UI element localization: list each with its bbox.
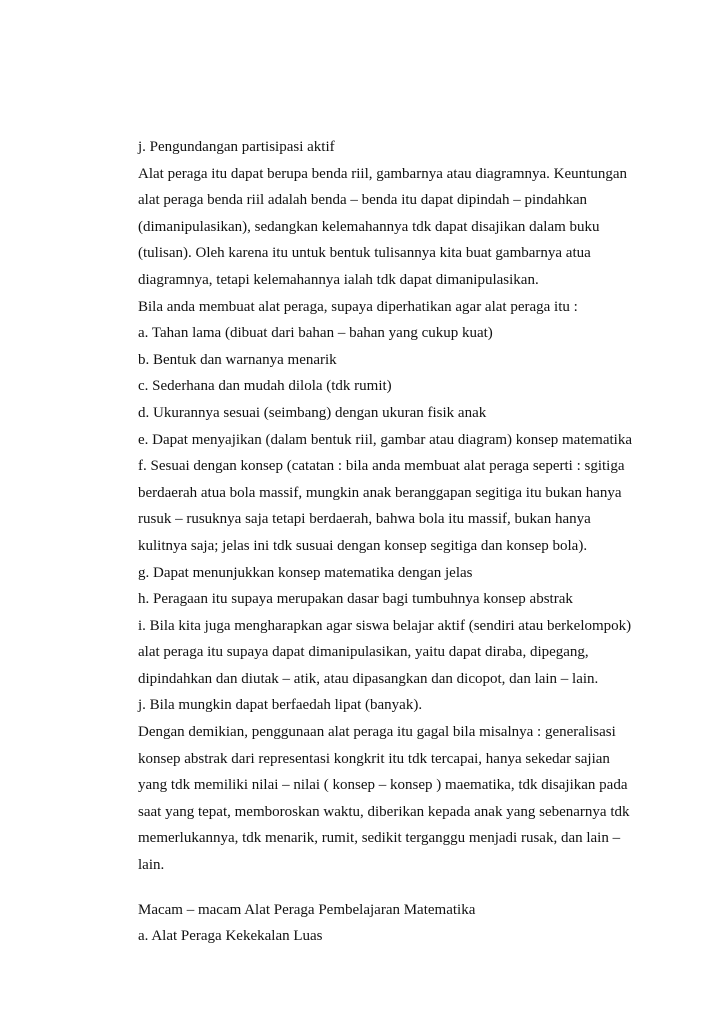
text-line: Dengan demikian, penggunaan alat peraga itu gagal bila misalnya : generalisasi	[138, 724, 616, 741]
list-item: d. Ukurannya sesuai (seimbang) dengan ukuran fisik anak	[138, 404, 487, 421]
text-line: konsep abstrak dari representasi kongkrit itu tdk tercapai, hanya sekedar sajian	[138, 750, 610, 767]
text-line: diagramnya, tetapi kelemahannya ialah tdk dapat dimanipulasikan.	[138, 271, 539, 288]
text-line: kulitnya saja; jelas ini tdk susuai dengan konsep segitiga dan konsep bola).	[138, 537, 588, 554]
section-heading: Macam – macam Alat Peraga Pembelajaran Matematika	[138, 901, 476, 918]
list-item: a. Tahan lama (dibuat dari bahan – bahan yang cukup kuat)	[138, 325, 493, 342]
text-line: dipindahkan dan diutak – atik, atau dipasangkan dan dicopot, dan lain – lain.	[138, 670, 599, 687]
text-line: lain.	[138, 857, 165, 874]
text-line: (tulisan). Oleh karena itu untuk bentuk tulisannya kita buat gambarnya atua	[138, 245, 591, 262]
list-item: c. Sederhana dan mudah dilola (tdk rumit)	[138, 378, 392, 395]
text-line: Bila anda membuat alat peraga, supaya diperhatikan agar alat peraga itu :	[138, 298, 578, 315]
subsection-heading: a. Alat Peraga Kekekalan Luas	[138, 928, 323, 945]
list-item: h. Peragaan itu supaya merupakan dasar bagi tumbuhnya konsep abstrak	[138, 591, 573, 608]
text-line: j. Pengundangan partisipasi aktif	[138, 139, 335, 155]
list-item: j. Bila mungkin dapat berfaedah lipat (banyak).	[138, 697, 423, 714]
text-line: (dimanipulasikan), sedangkan kelemahannya tdk dapat disajikan dalam buku	[138, 218, 600, 235]
paragraph-gap	[138, 884, 638, 902]
list-item: e. Dapat menyajikan (dalam bentuk riil, gambar atau diagram) konsep matematika	[138, 431, 632, 448]
text-line: saat yang tepat, memboroskan waktu, diberikan kepada anak yang sebenarnya tdk	[138, 803, 630, 820]
list-item: f. Sesuai dengan konsep (catatan : bila anda membuat alat peraga seperti : sgitiga	[138, 458, 625, 475]
text-line: alat peraga benda riil adalah benda – benda itu dapat dipindah – pindahkan	[138, 192, 587, 209]
list-item: i. Bila kita juga mengharapkan agar siswa belajar aktif (sendiri atau berkelompok)	[138, 617, 632, 634]
text-line: yang tdk memiliki nilai – nilai ( konsep – konsep ) maematika, tdk disajikan pada	[138, 777, 628, 794]
text-line: berdaerah atua bola massif, mungkin anak beranggapan segitiga itu bukan hanya	[138, 484, 622, 501]
text-line: memerlukannya, tdk menarik, rumit, sedikit terganggu menjadi rusak, dan lain –	[138, 830, 621, 847]
text-line: Alat peraga itu dapat berupa benda riil, gambarnya atau diagramnya. Keuntungan	[138, 165, 627, 182]
document-page	[138, 139, 638, 955]
text-line: alat peraga itu supaya dapat dimanipulasikan, yaitu dapat diraba, dipegang,	[138, 644, 589, 661]
list-item: b. Bentuk dan warnanya menarik	[138, 351, 337, 368]
text-line: rusuk – rusuknya saja tetapi berdaerah, bahwa bola itu massif, bukan hanya	[138, 511, 591, 528]
list-item: g. Dapat menunjukkan konsep matematika dengan jelas	[138, 564, 473, 581]
